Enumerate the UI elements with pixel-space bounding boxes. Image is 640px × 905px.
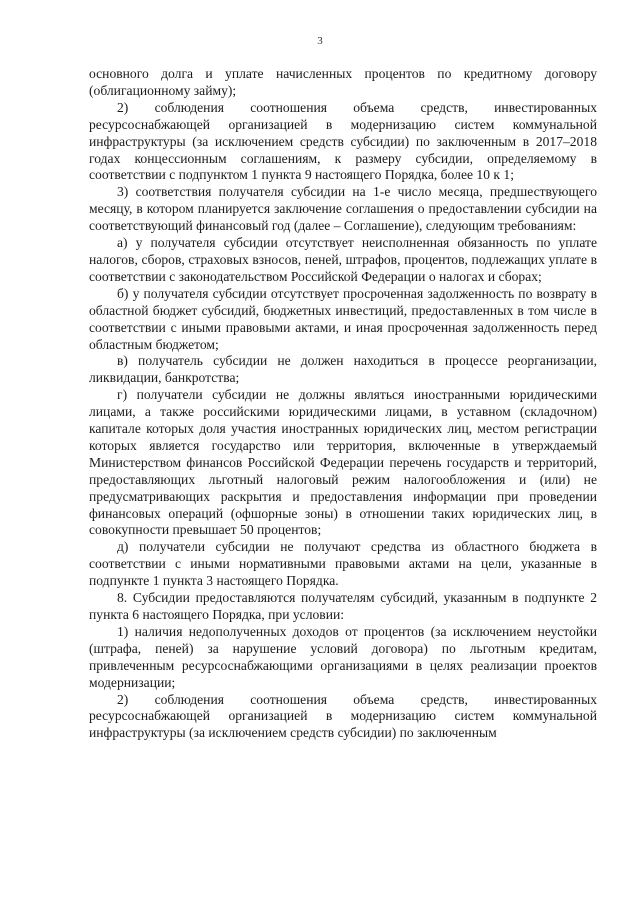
paragraph-point-8-item-1: 1) наличия недополученных доходов от процентов (за исключением неустойки (штрафа, пеней) за нарушение условий договора) по льготным кредитам, привлеченным ресурсоснабжающими организациями в целях реализации проектов модернизации; — [89, 623, 597, 690]
paragraph-continuation: основного долга и уплате начисленных процентов по кредитному договору (облигационному займу); — [89, 66, 597, 98]
page-number: 3 — [317, 35, 323, 47]
paragraph-item-2-ratio: 2) соблюдения соотношения объема средств, инвестированных ресурсоснабжающей организацией в модернизацию систем коммунальной инфраструктуры (за исключением средств субсидии) по заключенным в 2017–2018 годах концессионным соглашениям, к размеру субсидии, определяемому в соответствии с подпунктом 1 пункта 9 настоящего Порядка, более 10 к 1; — [89, 99, 597, 183]
paragraph-sub-g-foreign-entities: г) получатели субсидии не должны являться иностранными юридическими лицами, а также российскими юридическими лицами, в уставном (складочном) капитале которых доля участия иностранных юридических лиц, местом регистрации которых является государство или территория, включенные в утверждаемый Министерством финансов Российской Федерации перечень государств и территорий, предоставляющих льготный налоговый режим налогообложения и (или) не предусматривающих раскрытия и предоставления информации при проведении финансовых операций (офшорные зоны) в отношении таких юридических лиц, в совокупности превышает 50 процентов; — [89, 387, 597, 538]
document-body — [89, 66, 597, 742]
paragraph-sub-a-taxes: а) у получателя субсидии отсутствует неисполненная обязанность по уплате налогов, сборов, страховых взносов, пеней, штрафов, процентов, подлежащих уплате в соответствии с законодательством Российской Федерации о налогах и сборах; — [89, 235, 597, 284]
paragraph-sub-d-other-funds: д) получатели субсидии не получают средства из областного бюджета в соответствии с иными нормативными правовыми актами на цели, указанные в подпункте 1 пункта 3 настоящего Порядка. — [89, 539, 597, 589]
paragraph-sub-v-reorganization: в) получатель субсидии не должен находиться в процессе реорганизации, ликвидации, банкротства; — [89, 353, 597, 386]
paragraph-point-8-item-2: 2) соблюдения соотношения объема средств, инвестированных ресурсоснабжающей организацией в модернизацию систем коммунальной инфраструктуры (за исключением средств субсидии) по заключенным — [89, 691, 597, 741]
paragraph-point-8: 8. Субсидии предоставляются получателям субсидий, указанным в подпункте 2 пункта 6 настоящего Порядка, при условии: — [89, 590, 597, 622]
paragraph-sub-b-debt: б) у получателя субсидии отсутствует просроченная задолженность по возврату в областной бюджет субсидий, бюджетных инвестиций, предоставленных в том числе в соответствии с иными правовыми актами, и иная просроченная задолженность перед областным бюджетом; — [89, 285, 597, 352]
paragraph-item-3-requirements: 3) соответствия получателя субсидии на 1-е число месяца, предшествующего месяцу, в котором планируется заключение соглашения о предоставлении субсидии на соответствующий финансовый год (далее – Соглашение), следующим требованиям: — [89, 184, 597, 234]
